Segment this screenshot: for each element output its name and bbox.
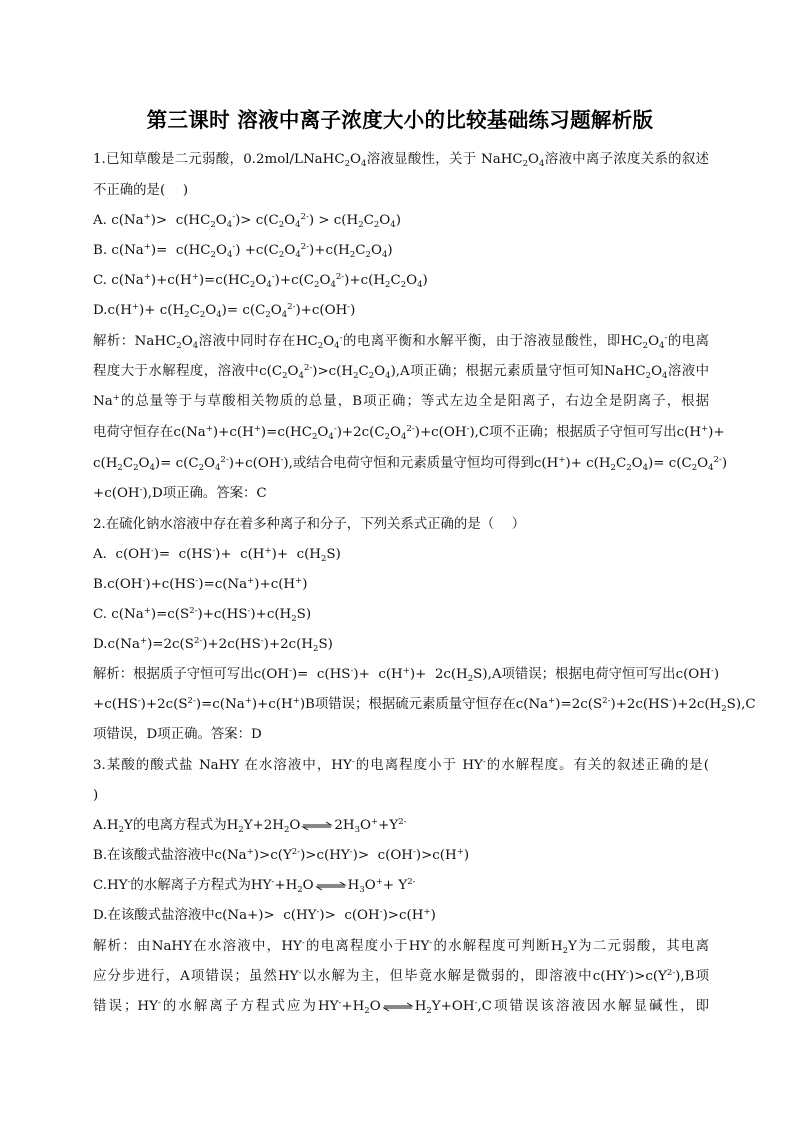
q3-option-c: C.HY-的水解离子方程式为$HY^-+H_2O$ $H_3O^++ Y^{2-}$ <box>93 877 416 895</box>
page-title: 第三课时 溶液中离子浓度大小的比较基础练习题解析版 <box>146 108 654 132</box>
q2-option-b: B.c(OH-)+c(HS-)=c(Na+)+c(H+) <box>93 576 308 592</box>
q1-analysis-1: 解析：$NaHC_2O_4$溶液中同时存在$HC_2O_4^-$的电离平衡和水解平衡，由于溶液显酸性，即$HC_2O_4^-$的电离 <box>93 333 710 351</box>
q1-analysis-3: Na+的总量等于与草酸相关物质的总量，B项正确；等式左边全是阳离子，右边全是阴离子，根据 <box>93 393 709 409</box>
q1-analysis-5: $c(H_2C_2O_4)= c(C_2O_4^{2-})+c(OH^-)$,或结合电荷守恒和元素质量守恒均可得到$c(H^+)+ c(H_2C_2O_4)= c(C_2O_4^{2-})$ <box>93 455 728 473</box>
q1-stem-2: 不正确的是( ) <box>93 183 189 198</box>
q3-option-b: B.在该酸式盐溶液中$c(Na^+)>c(Y^{2-})>c(HY^-)> c(OH^-)>c(H^+)$ <box>93 847 470 863</box>
q3-analysis-1: 解析：由NaHY在水溶液中，HY-的电离程度小于HY-的水解程度可判断$H_2Y$为二元弱酸，其电离 <box>93 938 709 956</box>
q3-stem-2: ) <box>93 788 99 803</box>
reversible-arrow-icon <box>316 882 346 890</box>
q2-option-d: $D.c(Na^+)=2c(S^{2-})+2c(HS^-)+2c(H_2S)$ <box>93 636 333 654</box>
q1-analysis-2: 程度大于水解程度，溶液中$c(C_2O_4^{2-})>c(H_2C_2O_4),A$项正确；根据元素质量守恒可知$NaHC_2O_4$溶液中 <box>93 363 710 381</box>
q2-option-c: C. $c(Na^+)=c(S^{2-})+c(HS^-)+c(H_2S)$ <box>93 606 312 624</box>
reversible-arrow-icon <box>383 1003 413 1011</box>
q1-option-d: $D.c(H^+)+ c(H_2C_2O_4)= c(C_2O_4^{2-})+c(OH^-)$ <box>93 302 356 320</box>
reversible-arrow-icon <box>302 822 332 830</box>
q3-option-a: $A.H_2Y$的电离方程式为$H_2Y+2H_2O$ $2H_3O^++Y^{2-}$ <box>93 817 407 835</box>
q1-analysis-4: 电荷守恒存在$c(Na^+)+c(H^+)=c(HC_2O_4^-)+2c(C_2O_4^{2-})+c(OH^-),C$项不正确；根据质子守恒可写出c(H+)+ <box>93 424 725 442</box>
q1-stem: 1.已知草酸是二元弱酸，$0.2mol/LNaHC_2O_4$溶液显酸性，关于 $NaHC_2O_4$溶液中离子浓度关系的叙述 <box>93 152 709 169</box>
q2-analysis-2: $+c(HS^-)+2c(S^{2-})=c(Na^+)+c(H^+)B$项错误；根据硫元素质量守恒存在$c(Na^+)=2c(S^{2-})+2c(HS^-)+2c(H_2S),C$ <box>93 696 756 714</box>
q2-stem: 2.在硫化钠水溶液中存在着多种离子和分子，下列关系式正确的是（ ） <box>93 517 526 532</box>
q1-analysis-6: +c(OH-),D项正确。答案：C <box>93 485 267 501</box>
q1-option-a: A. $c(Na^+)> c(HC_2O_4^-)> c(C_2O_4^{2-}) > c(H_2C_2O_4)$ <box>93 212 401 230</box>
q2-analysis-3: 项错误，D项正确。答案：D <box>93 727 262 742</box>
q3-analysis-3: 错误；HY-的水解离子方程式应为$HY^-+H_2O$ $H_2Y+OH^-,C$项错误该溶液因水解显碱性，即 <box>93 998 709 1016</box>
q3-stem: 3.某酸的酸式盐 NaHY 在水溶液中，HY-的电离程度小于 HY-的水解程度。有关的叙述正确的是( <box>93 757 709 773</box>
q3-analysis-2: 应分步进行，A项错误；虽然HY-以水解为主，但毕竟水解是微弱的，即溶液中$c(HY^-)>c(Y^{2-}),B$项 <box>93 968 710 984</box>
q2-option-a: A. $c(OH^-)= c(HS^-)+ c(H^+)+ c(H_2S)$ <box>93 546 341 564</box>
q2-analysis-1: 解析：根据质子守恒可写出$c(OH^-)= c(HS^-)+ c(H^+)+ 2c(H_2S),A$项错误；根据电荷守恒可写出c(OH-) <box>93 666 720 684</box>
q1-option-b: B. $c(Na^+)= c(HC_2O_4^-) +c(C_2O_4^{2-})+c(H_2C_2O_4)$ <box>93 242 393 260</box>
q1-option-c: C. $c(Na^+)+c(H^+)=c(HC_2O_4^-)+c(C_2O_4^{2-})+c(H_2C_2O_4)$ <box>93 272 428 290</box>
q3-option-d: D.在该酸式盐溶液中c(Na+)> c(HY-)> c(OH-)>c(H+) <box>93 907 436 923</box>
